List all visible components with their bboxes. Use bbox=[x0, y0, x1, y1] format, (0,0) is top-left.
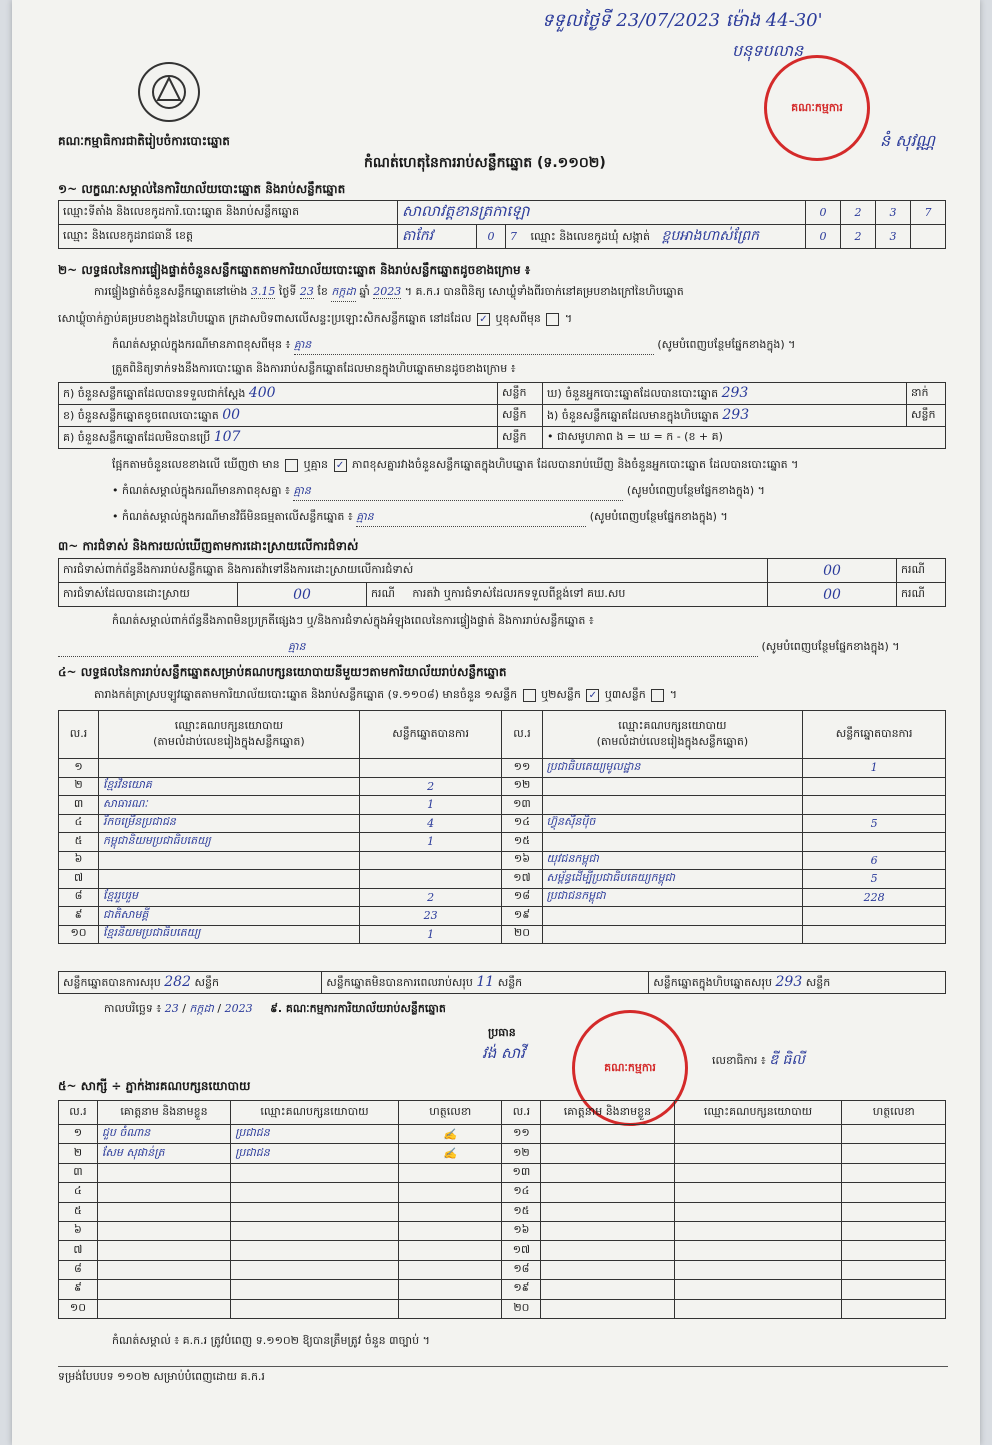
diff2-label: • កំណត់សម្គាល់ក្នុងករណីមានភាពខុសគ្នា ៖ bbox=[112, 484, 290, 497]
committee-label: ៩. គណៈកម្មការការិយាល័យរាប់សន្លឹកឆ្នោត bbox=[270, 1002, 446, 1015]
w-no-9: ៩ bbox=[59, 1280, 98, 1299]
col-party-left-title: ឈ្មោះគណបក្សនយោបាយ bbox=[174, 718, 284, 732]
table-row bbox=[59, 1202, 946, 1221]
p1d: ឆ្នាំ bbox=[359, 285, 370, 298]
d-value: 293 bbox=[721, 384, 749, 401]
table-row bbox=[59, 833, 946, 852]
c-unit: សន្លឹក bbox=[498, 427, 543, 449]
secretary-label: លេខាធិការ bbox=[712, 1054, 758, 1067]
l-votes-7 bbox=[359, 870, 502, 889]
discrepancy-line bbox=[112, 458, 962, 474]
objection-note-label: កំណត់សម្គាល់ពាក់ព័ន្ធនឹងភាពមិនប្រក្រតីផ្សេងៗ ឬ/និងការជំទាស់ក្នុងអំឡុងពេលនៃការផ្ទៀងផ្ទាត់ និងការរាប់សន្លឹកឆ្នោត ៖ bbox=[112, 614, 594, 627]
l-no-5: ៥ bbox=[59, 833, 99, 852]
w-no-12: ១២ bbox=[502, 1144, 541, 1163]
commune-code-2: 2 bbox=[841, 225, 876, 249]
l-party-10: ខ្មែរនិយមប្រជាធិបតេយ្យ bbox=[99, 925, 360, 944]
l-votes-8: 2 bbox=[359, 888, 502, 907]
table-row bbox=[59, 796, 946, 815]
diff-value: គ្មាន bbox=[294, 338, 654, 355]
l-party-4: រីកចម្រើនប្រជាជន bbox=[99, 814, 360, 833]
table-row bbox=[59, 1299, 946, 1318]
w-col-name-right: គោត្តនាម និងនាមខ្លួន bbox=[541, 1101, 674, 1125]
r-no-5: ១៥ bbox=[502, 833, 542, 852]
diff2-line bbox=[112, 484, 952, 501]
w-no-18: ១៨ bbox=[502, 1260, 541, 1279]
w-no-8: ៨ bbox=[59, 1260, 98, 1279]
col-votes-right: សន្លឹកឆ្នោតបានការ bbox=[803, 711, 946, 759]
w-no-16: ១៦ bbox=[502, 1221, 541, 1240]
table-row bbox=[59, 925, 946, 944]
r-no-2: ១២ bbox=[502, 777, 542, 796]
chair-signature: វង់ សាវី bbox=[482, 1044, 525, 1062]
date-line: កាលបរិច្ឆេទ ៖ 23 / កក្កដា / 2023 ៩. គណៈកម្មការការិយាល័យរាប់សន្លឹកឆ្នោត bbox=[104, 1002, 446, 1015]
date-label: កាលបរិច្ឆេទ ៖ bbox=[104, 1002, 162, 1015]
l-party-7 bbox=[99, 870, 360, 889]
total-valid-label: សន្លឹកឆ្នោតបានការសរុប bbox=[63, 975, 161, 989]
l-party-6 bbox=[99, 851, 360, 870]
page-title: កំណត់ហេតុនៃការរាប់សន្លឹកឆ្នោត (ទ.១១០២) bbox=[364, 155, 606, 171]
date-year: 2023 bbox=[224, 1002, 253, 1015]
province-code-1: 0 bbox=[477, 225, 506, 249]
total-valid-value: 282 bbox=[164, 973, 191, 990]
r-party-8: ប្រជាជនកម្ពុជា bbox=[542, 888, 803, 907]
l-no-4: ៤ bbox=[59, 814, 99, 833]
d-unit: នាក់ bbox=[907, 383, 946, 405]
r3-label: ការតវ៉ា ឬការជំទាស់ដែលរកទទួលពីខ្ពង់ទៅ គឃ.សប bbox=[412, 586, 626, 600]
formula: • ជាសមូហភាព ង = ឃ = ក - (ខ + គ) bbox=[543, 427, 946, 449]
c-value: 107 bbox=[213, 428, 241, 445]
no-diff-checkbox[interactable]: ✓ bbox=[334, 459, 347, 472]
diff2-note: (សូមបំពេញបន្ថែមផ្នែកខាងក្នុង) ។ bbox=[626, 484, 765, 497]
r-no-9: ១៩ bbox=[502, 907, 542, 926]
diff3-note: (សូមបំពេញបន្ថែមផ្នែកខាងក្នុង) ។ bbox=[589, 510, 728, 523]
l-no-6: ៦ bbox=[59, 851, 99, 870]
table-row bbox=[59, 814, 946, 833]
verify-time: 3.15 bbox=[250, 285, 276, 298]
w-col-party-right: ឈ្មោះគណបក្សនយោបាយ bbox=[674, 1101, 842, 1125]
verify-year: 2023 bbox=[373, 285, 402, 298]
r-party-9 bbox=[542, 907, 803, 926]
r-votes-5 bbox=[803, 833, 946, 852]
l-no-1: ១ bbox=[59, 759, 99, 778]
section-1-table bbox=[58, 200, 946, 249]
w-no-5: ៥ bbox=[59, 1202, 98, 1221]
total-invalid-label: សន្លឹកឆ្នោតមិនបានការពេលរាប់សរុប bbox=[326, 975, 473, 989]
section-3-heading: ៣~ ការជំទាស់ និងការយល់ឃើញតាមការដោះស្រាយលើការជំទាស់ bbox=[58, 539, 359, 553]
province-value: តាកែវ bbox=[398, 225, 477, 249]
verification-paragraph bbox=[94, 285, 954, 302]
e-unit: សន្លឹក bbox=[907, 405, 946, 427]
section-2-heading: ២~ លទ្ធផលនៃការផ្ទៀងផ្ទាត់ចំនួនសន្លឹកឆ្នោតតាមការិយាល័យបោះឆ្នោត និងរាប់សន្លឹកឆ្នោតដូចខាងក្រោម ៖ bbox=[58, 263, 531, 277]
seal-check-line bbox=[58, 312, 572, 328]
table-row bbox=[59, 777, 946, 796]
footer-text: ទម្រង់បែបបទ ១១០២ សម្រាប់បំពេញដោយ គ.ក.រ bbox=[58, 1370, 265, 1383]
total-box-label: សន្លឹកឆ្នោតក្នុងហិបឆ្នោតសរុប bbox=[653, 975, 772, 989]
w-col-sign-left: ហត្ថលេខា bbox=[398, 1101, 502, 1125]
total-valid-unit: សន្លឹក bbox=[194, 975, 219, 989]
r-votes-4: 5 bbox=[803, 814, 946, 833]
r1-unit: ករណី bbox=[897, 559, 946, 583]
w-no-10: ១០ bbox=[59, 1299, 98, 1318]
l-votes-6 bbox=[359, 851, 502, 870]
l-no-2: ២ bbox=[59, 777, 99, 796]
objection-table bbox=[58, 558, 946, 607]
l-no-8: ៨ bbox=[59, 888, 99, 907]
party-results-table bbox=[58, 710, 946, 944]
w-col-no-right: ល.រ bbox=[502, 1101, 541, 1125]
total-box-unit: សន្លឹក bbox=[805, 975, 831, 989]
r-party-10 bbox=[542, 925, 803, 944]
diff3-line bbox=[112, 510, 952, 527]
received-annotation: ទទួលថ្ងៃទី 23/07/2023 ម៉ោង 44-30' bbox=[542, 10, 823, 31]
r-party-4: ហ៊្វុនស៊ីនប៉ិច bbox=[542, 814, 803, 833]
r-no-1: ១១ bbox=[502, 759, 542, 778]
r-party-6: យុវជនកម្ពុជា bbox=[542, 851, 803, 870]
objection-note-tail: (សូមបំពេញបន្ថែមផ្នែកខាងក្នុង) ។ bbox=[761, 640, 900, 653]
table-row bbox=[59, 1183, 946, 1202]
r-votes-1: 1 bbox=[803, 759, 946, 778]
totals-table bbox=[58, 971, 946, 994]
place-code-4: 7 bbox=[911, 201, 946, 225]
p1e: ។ គ.ក.រ បានពិនិត្យ សោឃ្លុំទាំងពីរចាក់នៅគម្របខាងក្រៅនៃហិបឆ្នោត bbox=[404, 285, 684, 298]
has-diff-checkbox[interactable] bbox=[285, 459, 298, 472]
b-label: ខ) ចំនួនសន្លឹកឆ្នោតខូចពេលបោះឆ្នោត bbox=[63, 408, 219, 422]
section-1-heading: ១~ លក្ខណៈសម្គាល់នៃការិយាល័យបោះឆ្នោត និងរាប់សន្លឹកឆ្នោត bbox=[58, 182, 346, 196]
w-col-no-left: ល.រ bbox=[59, 1101, 98, 1125]
w-name-2: សែម សុផាន់ត្រ bbox=[97, 1144, 230, 1163]
r-votes-3 bbox=[803, 796, 946, 815]
l-votes-9: 23 bbox=[359, 907, 502, 926]
r-no-7: ១៧ bbox=[502, 870, 542, 889]
p4b: ឬគ្មាន bbox=[303, 458, 329, 471]
w-no-7: ៧ bbox=[59, 1241, 98, 1260]
p2b: ឬខុសពីមុន bbox=[495, 312, 541, 325]
w-no-14: ១៤ bbox=[502, 1183, 541, 1202]
table-row bbox=[59, 1221, 946, 1240]
r2-value: 00 bbox=[238, 583, 367, 607]
place-value: សាលាវត្តខានត្រកាឡោ bbox=[398, 201, 806, 225]
w-no-15: ១៥ bbox=[502, 1202, 541, 1221]
col-no-left: ល.រ bbox=[59, 711, 99, 759]
total-box-value: 293 bbox=[775, 973, 803, 990]
r-votes-9 bbox=[803, 907, 946, 926]
section-4-heading: ៤~ លទ្ធផលនៃការរាប់សន្លឹកឆ្នោតសម្រាប់គណបក្សនយោបាយនីមួយៗតាមការិយាល័យរាប់សន្លឹកឆ្នោត bbox=[58, 665, 507, 679]
c-label: គ) ចំនួនសន្លឹកឆ្នោតដែលមិនបានប្រើ bbox=[63, 430, 211, 444]
r-party-5 bbox=[542, 833, 803, 852]
l-votes-4: 4 bbox=[359, 814, 502, 833]
committee-seal-text: គណៈកម្មការ bbox=[604, 1061, 656, 1074]
w-no-11: ១១ bbox=[502, 1125, 541, 1144]
commune-code-1: 0 bbox=[806, 225, 841, 249]
w-no-13: ១៣ bbox=[502, 1163, 541, 1182]
total-invalid-value: 11 bbox=[476, 973, 495, 990]
l-votes-1 bbox=[359, 759, 502, 778]
l-votes-5: 1 bbox=[359, 833, 502, 852]
r-party-2 bbox=[542, 777, 803, 796]
p3: ត្រួតពិនិត្យទាក់ទងនឹងការបោះឆ្នោត និងការរាប់សន្លឹកឆ្នោតដែលមានក្នុងហិបឆ្នោតមានដូចខាងក្រោម ៖ bbox=[112, 362, 516, 375]
l-party-5: កម្ពុជានិយមប្រជាធិបតេយ្យ bbox=[99, 833, 360, 852]
l-party-3: សាធារណៈ bbox=[99, 796, 360, 815]
w-col-sign-right: ហត្ថលេខា bbox=[842, 1101, 946, 1125]
p2c: ។ bbox=[564, 312, 573, 325]
intro2: ឬ២សន្លឹក bbox=[541, 688, 581, 701]
secretary-line: លេខាធិការ ៖ ឌី ធិលី bbox=[712, 1052, 805, 1068]
one-sheet-checkbox[interactable] bbox=[523, 689, 536, 702]
p1b: ថ្ងៃទី bbox=[278, 285, 297, 298]
r-no-3: ១៣ bbox=[502, 796, 542, 815]
l-party-2: ខ្មែរវិនយោគ bbox=[99, 777, 360, 796]
l-no-3: ៣ bbox=[59, 796, 99, 815]
verify-day: 23 bbox=[299, 285, 314, 298]
diff-note-line bbox=[112, 338, 952, 355]
r-votes-8: 228 bbox=[803, 888, 946, 907]
l-party-9: ជាតិសាមគ្គី bbox=[99, 907, 360, 926]
w-sign-2: ✍ bbox=[398, 1144, 502, 1163]
org-name: គណៈកម្មាធិការជាតិរៀបចំការបោះឆ្នោត bbox=[58, 134, 230, 148]
table-row bbox=[59, 870, 946, 889]
r-votes-2 bbox=[803, 777, 946, 796]
l-no-9: ៩ bbox=[59, 907, 99, 926]
w-party-2: ប្រជាជន bbox=[231, 1144, 399, 1163]
r-party-7: សម្ព័ន្ធដើម្បីប្រជាធិបតេយ្យកម្ពុជា bbox=[542, 870, 803, 889]
total-invalid-unit: សន្លឹក bbox=[497, 975, 523, 989]
table-row bbox=[59, 1125, 946, 1144]
col-party-right bbox=[542, 711, 803, 759]
r2-unit: ករណី bbox=[371, 586, 395, 600]
table-row bbox=[59, 759, 946, 778]
d-label: ឃ) ចំនួនអ្នកបោះឆ្នោតដែលបានបោះឆ្នោត bbox=[547, 386, 719, 400]
w-no-17: ១៧ bbox=[502, 1241, 541, 1260]
a-label: ក) ចំនួនសន្លឹកឆ្នោតដែលបានទទួលជាក់ស្តែង bbox=[63, 386, 246, 400]
r-no-6: ១៦ bbox=[502, 851, 542, 870]
w-no-20: ២០ bbox=[502, 1299, 541, 1318]
w-no-1: ១ bbox=[59, 1125, 98, 1144]
table-row bbox=[59, 907, 946, 926]
r2-label: ការជំទាស់ដែលបានដោះស្រាយ bbox=[59, 583, 238, 607]
section-5-heading: ៥~ សាក្សី ÷ ភ្នាក់ងារគណបក្សនយោបាយ bbox=[58, 1079, 251, 1093]
table-row bbox=[59, 1260, 946, 1279]
diff-label: កំណត់សម្គាល់ក្នុងករណីមានភាពខុសពីមុន ៖ bbox=[112, 338, 291, 351]
w-no-6: ៦ bbox=[59, 1221, 98, 1240]
r-party-3 bbox=[542, 796, 803, 815]
r-votes-7: 5 bbox=[803, 870, 946, 889]
r-no-10: ២០ bbox=[502, 925, 542, 944]
province-code-2: 7 bbox=[510, 230, 517, 243]
place-code-2: 2 bbox=[841, 201, 876, 225]
l-no-10: ១០ bbox=[59, 925, 99, 944]
p2: សោឃ្លុំចាក់ភ្ជាប់គម្របខាងក្នុងនៃហិបឆ្នោត ក្រដាសបិទពាសលើសន្ទះប្រឡោះសិកសន្លឹកឆ្នោត នៅដដែល bbox=[58, 312, 472, 325]
l-votes-10: 1 bbox=[359, 925, 502, 944]
two-sheet-checkbox[interactable]: ✓ bbox=[586, 689, 599, 702]
objection-note-value: គ្មាន bbox=[58, 640, 758, 657]
w-col-party-left: ឈ្មោះគណបក្សនយោបាយ bbox=[231, 1101, 399, 1125]
table-row bbox=[59, 888, 946, 907]
l-votes-2: 2 bbox=[359, 777, 502, 796]
col-votes-left: សន្លឹកឆ្នោតបានការ bbox=[359, 711, 502, 759]
ballot-count-record-page bbox=[12, 0, 980, 1445]
received-annotation-2: បនុទបលាន bbox=[732, 41, 804, 60]
secretary-signature: ឌី ធិលី bbox=[769, 1052, 805, 1068]
objection-note-line bbox=[58, 640, 948, 657]
witness-table bbox=[58, 1100, 946, 1319]
intro3: ឬ៣សន្លឹក bbox=[604, 688, 646, 701]
col-party-left bbox=[99, 711, 360, 759]
l-no-7: ៧ bbox=[59, 870, 99, 889]
diff2-value: គ្មាន bbox=[293, 484, 623, 501]
b-unit: សន្លឹក bbox=[498, 405, 543, 427]
r3-unit: ករណី bbox=[897, 583, 946, 607]
diff3-value: គ្មាន bbox=[356, 510, 586, 527]
chair-label: ប្រធាន bbox=[488, 1026, 516, 1039]
three-sheet-checkbox[interactable] bbox=[651, 689, 664, 702]
col-party-right-sub: (តាមលំដាប់លេខរៀងក្នុងសន្លឹកឆ្នោត) bbox=[596, 734, 749, 748]
r-no-4: ១៤ bbox=[502, 814, 542, 833]
place-label: ឈ្មោះទីតាំង និងលេខកូដការិ.បោះឆ្នោត និងរាប់សន្លឹកឆ្នោត bbox=[59, 201, 398, 225]
w-name-1: ជួប ចំណាន bbox=[97, 1125, 230, 1144]
l-party-8: ខ្មែររួបរួម bbox=[99, 888, 360, 907]
tally-sheet-line bbox=[94, 688, 677, 704]
p1a: ការផ្ទៀងផ្ទាត់ចំនួនសន្លឹកឆ្នោតនៅម៉ោង bbox=[94, 285, 248, 298]
r-votes-10 bbox=[803, 925, 946, 944]
province-label: ឈ្មោះ និងលេខកូដរាជធានី ខេត្ត bbox=[59, 225, 398, 249]
r1-value: 00 bbox=[768, 559, 897, 583]
top-official-seal bbox=[764, 55, 870, 161]
l-party-1 bbox=[99, 759, 360, 778]
top-seal-text: គណៈកម្មការ bbox=[791, 101, 843, 114]
table-row bbox=[59, 1241, 946, 1260]
diff3-label: • កំណត់សម្គាល់ក្នុងករណីមានវិធីមិនធម្មតាលើសន្លឹកឆ្នោត ៖ bbox=[112, 510, 353, 523]
intro-end: ។ bbox=[669, 688, 677, 701]
footer-divider bbox=[58, 1366, 948, 1367]
table-row bbox=[59, 1280, 946, 1299]
p4c: ភាពខុសគ្នារវាងចំនួនសន្លឹកឆ្នោតក្នុងហិបឆ្នោត ដែលបានរាប់ឃើញ និងចំនួនអ្នកបោះឆ្នោត ដែលបានបោះឆ្នោត ។ bbox=[352, 458, 799, 471]
verify-month: កក្កដា bbox=[331, 285, 355, 302]
date-day: 23 bbox=[164, 1002, 179, 1015]
r1-label: ការជំទាស់ពាក់ព័ន្ធនឹងការរាប់សន្លឹកឆ្នោត និងការតវ៉ាទៅនឹងការដោះស្រាយលើការជំទាស់ bbox=[59, 559, 768, 583]
r-votes-6: 6 bbox=[803, 851, 946, 870]
w-no-3: ៣ bbox=[59, 1163, 98, 1182]
r3-value: 00 bbox=[768, 583, 897, 607]
e-label: ង) ចំនួនសន្លឹកឆ្នោតដែលមានក្នុងហិបឆ្នោត bbox=[547, 408, 719, 422]
w-no-19: ១៩ bbox=[502, 1280, 541, 1299]
diff-note: (សូមបំពេញបន្ថែមផ្នែកខាងក្នុង) ។ bbox=[657, 338, 796, 351]
p4a: ផ្អែកតាមចំនួនលេខខាងលើ ឃើញថា មាន bbox=[112, 458, 280, 471]
col-party-right-title: ឈ្មោះគណបក្សនយោបាយ bbox=[618, 718, 727, 732]
table-row bbox=[59, 1144, 946, 1163]
w-sign-1: ✍ bbox=[398, 1125, 502, 1144]
p1c: ខែ bbox=[317, 285, 328, 298]
w-no-2: ២ bbox=[59, 1144, 98, 1163]
same-checkbox[interactable]: ✓ bbox=[477, 313, 490, 326]
e-value: 293 bbox=[722, 406, 750, 423]
table-row bbox=[59, 851, 946, 870]
w-party-1: ប្រជាជន bbox=[231, 1125, 399, 1144]
a-value: 400 bbox=[248, 384, 276, 401]
r-party-1: ប្រជាធិបតេយ្យមូលដ្ឋាន bbox=[542, 759, 803, 778]
intro: តារាងកត់ត្រាស្របឡូវឆ្នោតតាមការិយាល័យបោះឆ្នោត និងរាប់សន្លឹកឆ្នោត (ទ.១១០៨) មានចំនួន ១សន្លឹក bbox=[94, 688, 518, 701]
a-unit: សន្លឹក bbox=[498, 383, 543, 405]
ballot-count-table bbox=[58, 382, 946, 449]
table-row bbox=[59, 1163, 946, 1182]
l-votes-3: 1 bbox=[359, 796, 502, 815]
different-checkbox[interactable] bbox=[546, 313, 559, 326]
place-code-1: 0 bbox=[806, 201, 841, 225]
r-no-8: ១៨ bbox=[502, 888, 542, 907]
place-code-3: 3 bbox=[876, 201, 911, 225]
receiver-signature: នំ សុវណ្ណ bbox=[880, 131, 936, 150]
commune-label: ឈ្មោះ និងលេខកូដឃុំ សង្កាត់ bbox=[530, 230, 651, 243]
commune-code-3: 3 bbox=[876, 225, 911, 249]
w-no-4: ៤ bbox=[59, 1183, 98, 1202]
commune-value: ខ្ពបអាងហាស់ព្រែក bbox=[661, 228, 760, 244]
nec-logo-icon bbox=[138, 62, 200, 122]
b-value: 00 bbox=[222, 406, 241, 423]
commune-cell bbox=[506, 225, 806, 249]
witness-note: កំណត់សម្គាល់ ៖ គ.ក.រ ត្រូវបំពេញ ទ.១១០២ ឱ្យបានត្រឹមត្រូវ ចំនួន ៣ច្បាប់ ។ bbox=[112, 1334, 430, 1347]
col-party-left-sub: (តាមលំដាប់លេខរៀងក្នុងសន្លឹកឆ្នោត) bbox=[153, 734, 305, 748]
w-col-name-left: គោត្តនាម និងនាមខ្លួន bbox=[97, 1101, 230, 1125]
col-no-right: ល.រ bbox=[502, 711, 542, 759]
date-month: កក្កដា bbox=[189, 1002, 214, 1015]
